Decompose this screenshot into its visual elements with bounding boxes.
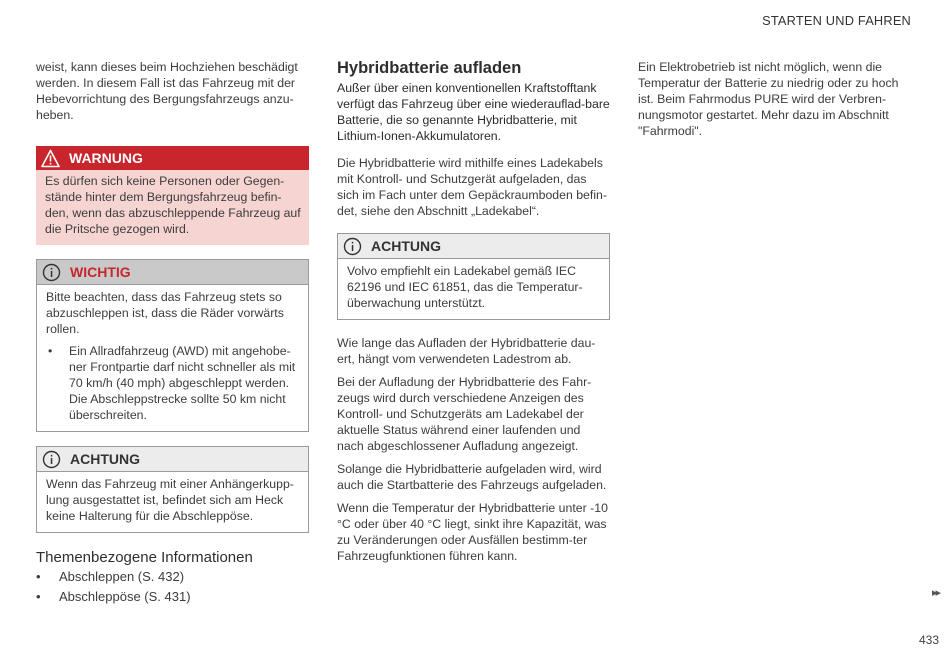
important-body: [37, 285, 308, 431]
warning-box: [36, 146, 309, 245]
attention-text-middle: Volvo empfiehlt ein Ladekabel gemäß IEC 62196 und IEC 61851, das die Temperatur-überwachung unterstützt.: [347, 264, 583, 310]
paragraph-start-battery: Solange die Hybridbatterie aufgeladen wird, wird auch die Startbatterie des Fahrzeugs aufgeladen.: [337, 462, 607, 492]
warning-triangle-icon: [41, 149, 60, 168]
important-text: Bitte beachten, dass das Fahrzeug stets so abzuschleppen ist, dass die Räder vorwärts rollen.: [46, 290, 284, 336]
attention-header-left: [37, 447, 308, 472]
chapter-header: STARTEN UND FAHREN: [762, 13, 911, 28]
warning-text: Es dürfen sich keine Personen oder Gegen-stände hinter dem Bergungsfahrzeug befin-den, wenn das abzuschleppende Fahrzeug auf die Pritsche gezogen wird.: [45, 174, 301, 236]
related-link-abschleppoese[interactable]: • Abschleppöse (S. 431): [36, 587, 309, 607]
info-circle-icon: [42, 263, 61, 282]
section-title: Hybridbatterie aufladen: [337, 59, 522, 77]
important-bullet: • Ein Allradfahrzeug (AWD) mit angehobe-ner Frontpartie darf nicht schneller als mit 70 km/h (40 mph) abgeschleppt werden. Die Abschleppstrecke sollte 50 km nicht überschreiten.: [46, 343, 300, 423]
info-circle-icon: [343, 237, 362, 256]
paragraph-status-display: Bei der Aufladung der Hybridbatterie des Fahr-zeugs wird durch verschiedene Anzeigen des Kontroll- und Schutzgeräts am Ladekabel der aktuelle Status während einer laufenden und nach abgeschlossener Aufladung angezeigt.: [337, 375, 592, 453]
important-title: WICHTIG: [70, 264, 131, 280]
attention-header-middle: [338, 234, 609, 259]
warning-header: [36, 146, 309, 170]
page-number: 433: [918, 633, 939, 647]
column-left: [36, 59, 309, 607]
info-circle-icon: [42, 450, 61, 469]
intro-paragraph: weist, kann dieses beim Hochziehen beschädigt werden. In diesem Fall ist das Fahrzeug mit der Hebevorrichtung des Bergungsfahrzeugs anzu-heben.: [36, 60, 298, 122]
paragraph-temperature: Wenn die Temperatur der Hybridbatterie unter -10 °C oder über 40 °C liegt, sinkt ihre Kapazität, was zu Veränderungen oder Ausfällen bestimm-ter Fahrzeugfunktionen führen kann.: [337, 501, 608, 563]
lead-paragraph: Außer über einen konventionellen Kraftstofftank verfügt das Fahrzeug über eine wiederauflad-bare Batterie, die so genannte Hybridbatterie, mit Lithium-Ionen-Akkumulatoren.: [337, 81, 610, 143]
attention-box-middle: [337, 233, 610, 320]
warning-title: WARNUNG: [69, 150, 143, 166]
paragraph-charging-duration: Wie lange das Aufladen der Hybridbatterie dau-ert, hängt vom verwendeten Ladestrom ab.: [337, 336, 596, 366]
related-info-title: Themenbezogene Informationen: [36, 549, 253, 566]
column-middle: [337, 59, 610, 571]
column-right: [638, 59, 910, 146]
continue-arrow-icon: ▸▸: [931, 587, 939, 599]
paragraph-electric-mode: Ein Elektrobetrieb ist nicht möglich, wenn die Temperatur der Batterie zu niedrig oder zu hoch ist. Beim Fahrmodus PURE wird der Verbren-nungsmotor gestartet. Mehr dazu im Abschnitt "Fahrmodi".: [638, 60, 899, 138]
paragraph-charging-cable: Die Hybridbatterie wird mithilfe eines Ladekabels mit Kontroll- und Schutzgerät aufgeladen, das sich im Fach unter dem Gepäckraumboden befin-det, siehe den Abschnitt „Ladekabel“.: [337, 156, 607, 218]
attention-title-middle: ACHTUNG: [371, 238, 441, 254]
attention-text-left: Wenn das Fahrzeug mit einer Anhängerkupp-lung ausgestattet ist, befindet sich am Heck keine Halterung für die Abschleppöse.: [46, 477, 294, 523]
attention-box-left: [36, 446, 309, 533]
attention-title-left: ACHTUNG: [70, 451, 140, 467]
important-box: [36, 259, 309, 432]
important-header: [37, 260, 308, 285]
related-link-abschleppen[interactable]: • Abschleppen (S. 432): [36, 567, 309, 587]
